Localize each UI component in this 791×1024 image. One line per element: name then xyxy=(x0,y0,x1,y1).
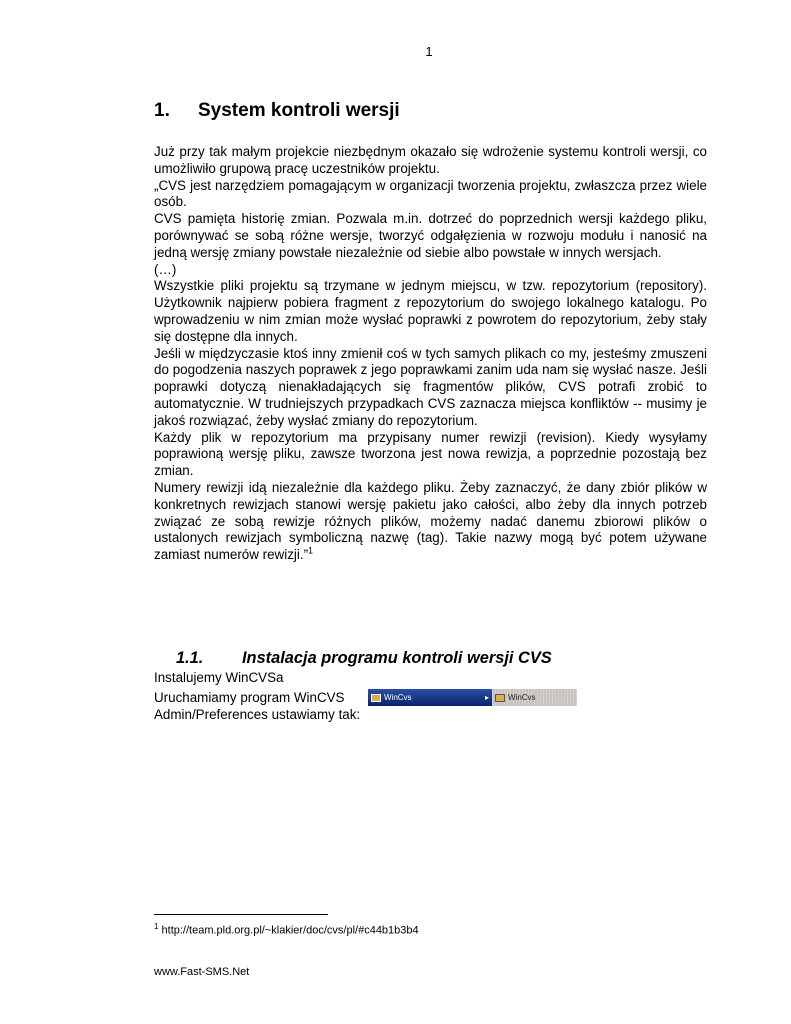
paragraph: CVS pamięta historię zmian. Pozwala m.in. dotrzeć do poprzednich wersji każdego pliku, porównywać se sobą różne wersje, tworzyć odgałęzienia w rozwoju modułu i nanosić na jedną wersję zmiany powstałe niezależnie od siebie albo powstałe w innych wersjach. xyxy=(154,211,707,260)
wincvs-start-menu-item xyxy=(368,689,492,706)
admin-line: Admin/Preferences ustawiamy tak: xyxy=(154,707,361,722)
footnote-link[interactable]: http://team.pld.org.pl/~klakier/doc/cvs/pl/#c44b1b3b4 xyxy=(161,924,419,937)
paragraph: Wszystkie pliki projektu są trzymane w jednym miejscu, w tzw. repozytorium (repository). Użytkownik najpierw pobiera fragment z repozytorium do swojego lokalnego katalogu. Po wprowadzeniu w nim zmian może wysłać poprawki z powrotem do repozytorium, żeby stały się dostępne dla innych. xyxy=(154,278,707,344)
footnote-separator xyxy=(154,914,328,915)
wincvs-app-icon xyxy=(495,694,505,702)
footer-site[interactable]: www.Fast-SMS.Net xyxy=(154,966,250,978)
chapter-title: System kontroli wersji xyxy=(198,100,400,121)
wincvs-menu-screenshot xyxy=(368,689,577,706)
paragraph: Jeśli w międzyczasie ktoś inny zmienił coś w tych samych plikach co my, jesteśmy zmuszeni do pogodzenia naszych poprawek z jego poprawkami zanim uda nam się wysłać nasze. Jeśli poprawki dotyczą nienakładających się fragmentów plików, CVS potrafi zrobić to automatycznie. W trudniejszych przypadkach CVS zaznacza miejsca konfliktów -- musimy je jakoś rozwiązać, żeby wysłać zmiany do repozytorium. xyxy=(154,345,707,428)
section-heading xyxy=(176,649,552,668)
section-title: Instalacja programu kontroli wersji CVS xyxy=(242,649,552,667)
section-number: 1.1. xyxy=(176,649,204,667)
body-text xyxy=(154,144,707,564)
footnote-number: 1 xyxy=(154,922,159,931)
footnote xyxy=(154,922,419,937)
page-number: 1 xyxy=(425,44,433,59)
chapter-heading xyxy=(154,100,400,122)
chapter-number: 1. xyxy=(154,100,170,121)
folder-icon xyxy=(371,694,381,702)
submenu-arrow-icon: ▸ xyxy=(484,693,489,702)
wincvs-program-item xyxy=(492,689,577,706)
paragraph: Każdy plik w repozytorium ma przypisany numer rewizji (revision). Kiedy wysyłamy poprawioną wersję pliku, zawsze tworzona jest nowa rewizja, a poprzednie pozostają bez zmian. xyxy=(154,429,707,479)
paragraph xyxy=(154,480,707,564)
paragraph: Już przy tak małym projekcie niezbędnym okazało się wdrożenie systemu kontroli wersji, co umożliwiło grupową pracę uczestników projektu. xyxy=(154,144,707,176)
footnote-reference[interactable]: 1 xyxy=(308,545,314,556)
last-paragraph-text: Numery rewizji idą niezależnie dla każdego pliku. Żeby zaznaczyć, że dany zbiór plików w konkretnych rewizjach stanowi wersję pakietu jako całości, albo żeby dla innych potrzeb związać ze sobą rewizje różnych plików, możemy nadać danemu zbiorowi plików o ustalonych rewizjach symboliczną nazwę (tag). Takie nazwy mogą być potem używane zamiast numerów rewizji.” xyxy=(154,479,707,563)
wincvs-menu-label: WinCvs xyxy=(384,693,412,702)
paragraph: (…) xyxy=(154,261,177,277)
paragraph: „CVS jest narzędziem pomagającym w organizacji tworzenia projektu, zwłaszcza przez wiele osób. xyxy=(154,177,707,210)
run-line: Uruchamiamy program WinCVS xyxy=(154,690,345,705)
install-line: Instalujemy WinCVSa xyxy=(154,670,284,685)
wincvs-program-label: WinCvs xyxy=(508,693,536,702)
